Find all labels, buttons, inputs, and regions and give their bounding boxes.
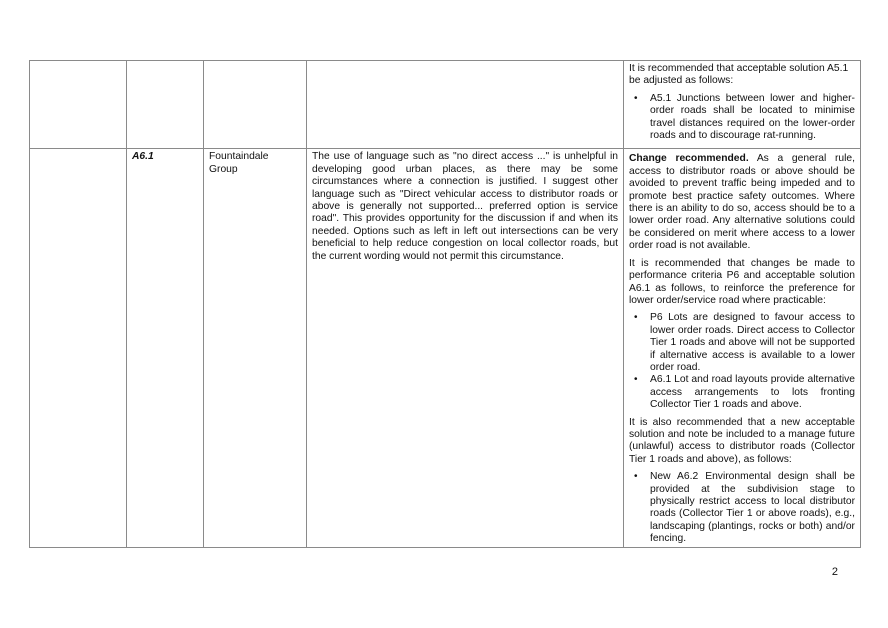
list-item: [629, 471, 855, 545]
table-row: [30, 149, 861, 547]
response-lead: Change recommended.: [629, 153, 749, 165]
list-item: [629, 93, 855, 143]
response-paragraph: It is also recommended that a new acceptable solution and note be included to a manage future (unlawful) access to distributor roads (Collector Tier 1 roads and above), as follows:: [629, 416, 855, 465]
response-paragraph: [629, 153, 855, 252]
submitter-name: Fountaindale Group: [209, 151, 269, 175]
response-paragraph: It is recommended that changes be made to performance criteria P6 and acceptable solution A6.1 as follows, to reinforce the preference for lower order/service road where practicable:: [629, 257, 855, 306]
response-bullet-list: [629, 471, 855, 545]
submissions-table: [29, 60, 861, 548]
bullet-icon: •: [634, 312, 638, 324]
response-cell: [624, 61, 861, 149]
empty-cell: [30, 61, 127, 149]
submission-cell: [307, 149, 624, 547]
bullet-icon: •: [634, 471, 638, 483]
list-item: [629, 312, 855, 374]
bullet-text: P6 Lots are designed to favour access to lower order roads. Direct access to Collector Tier 1 roads and above will not be supported if alternative access is available to a lower order road.: [650, 312, 855, 373]
clause-reference: A6.1: [132, 151, 154, 163]
table-row: [30, 61, 861, 149]
response-paragraph: It is recommended that acceptable solution A5.1 be adjusted as follows:: [629, 63, 849, 87]
bullet-icon: •: [634, 374, 638, 386]
response-text: As a general rule, access to distributor roads or above should be avoided to prevent traffic being impeded and to promote best practice safety outcomes. Where there is an ability to do so, access should be to a lower order road. Any alternative solutions could be considered on merit where access to a lower order road is not available.: [629, 153, 855, 252]
response-cell: [624, 149, 861, 547]
clause-cell: [127, 61, 204, 149]
submitter-cell: [204, 149, 307, 547]
submitter-cell: [204, 61, 307, 149]
clause-cell: [127, 149, 204, 547]
submission-text: The use of language such as "no direct access ..." is unhelpful in developing good urban places, as there may be some circumstances where a connection is justified. I suggest other language such as "Direct vehicular access to distributor roads or above is generally not supported... preferred option is service road". This provides opportunity for the discussion if and when its needed. Options such as left in left out intersections can be very beneficial to help reduce congestion on local collector roads, but the current wording would not permit this circumstance.: [312, 151, 618, 262]
bullet-text: A5.1 Junctions between lower and higher-order roads shall be located to minimise travel distances required on the lower-order roads and to discourage rat-running.: [650, 92, 855, 142]
bullet-text: New A6.2 Environmental design shall be provided at the subdivision stage to physically restrict access to local distributor roads (Collector Tier 1 or above roads), e.g., landscaping (plantings, rocks or both) and/or fencing.: [650, 471, 855, 545]
bullet-text: A6.1 Lot and road layouts provide alternative access arrangements to lots fronting Collector Tier 1 roads and above.: [650, 374, 855, 411]
list-item: [629, 374, 855, 411]
bullet-icon: •: [634, 92, 638, 104]
empty-cell: [30, 149, 127, 547]
page-number: 2: [831, 566, 838, 578]
response-bullet-list: [629, 312, 855, 411]
submission-cell: [307, 61, 624, 149]
response-bullet-list: [629, 93, 855, 143]
